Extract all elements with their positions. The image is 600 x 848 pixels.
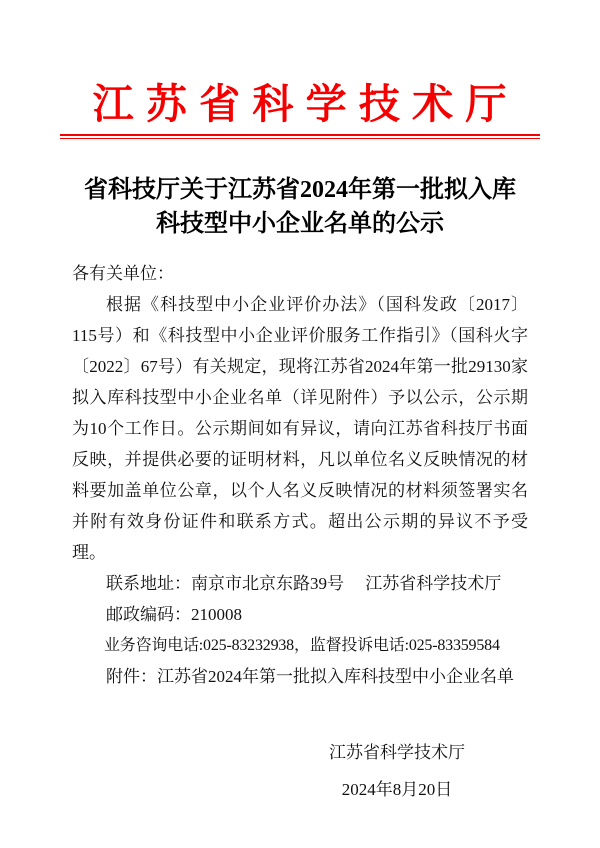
notice-body [72,258,528,692]
notice-title-line2: 科技型中小企业名单的公示 [156,211,444,237]
signature-org: 江苏省科学技术厅 [329,743,465,762]
contact-postcode-line: 邮政编码：210008 [106,605,242,624]
notice-title [72,173,528,241]
signature-block [329,734,465,808]
salutation: 各有关单位： [72,264,174,283]
contact-phones-line: 业务咨询电话:025-83232938，监督投诉电话:025-83359584 [104,637,500,654]
signature-date: 2024年8月20日 [341,780,453,799]
contact-address-line: 联系地址：南京市北京东路39号 江苏省科学技术厅 [106,574,502,593]
attachment-line: 附件：江苏省2024年第一批拟入库科技型中小企业名单 [106,667,514,686]
agency-letterhead: 江 苏 省 科 学 技 术 厅 [92,81,508,127]
main-paragraph: 根据《科技型中小企业评价办法》（国科发政〔2017〕115号）和《科技型中小企业评价服务工作指引》（国科火字〔2022〕67号）有关规定，现将江苏省2024年第一批29130家拟入库科技型中小企业名单（详见附件）予以公示，公示期为10个工作日。公示期间如有异议，请向江苏省科技厅书面反映，并提供必要的证明材料，凡以单位名义反映情况的材料要加盖单位公章，以个人名义反映情况的材料须签署实名并附有效身份证件和联系方式。超出公示期的异议不予受理。 [72,295,528,562]
letterhead-divider-line [60,134,540,139]
notice-title-line1: 省科技厅关于江苏省2024年第一批拟入库 [84,177,516,203]
